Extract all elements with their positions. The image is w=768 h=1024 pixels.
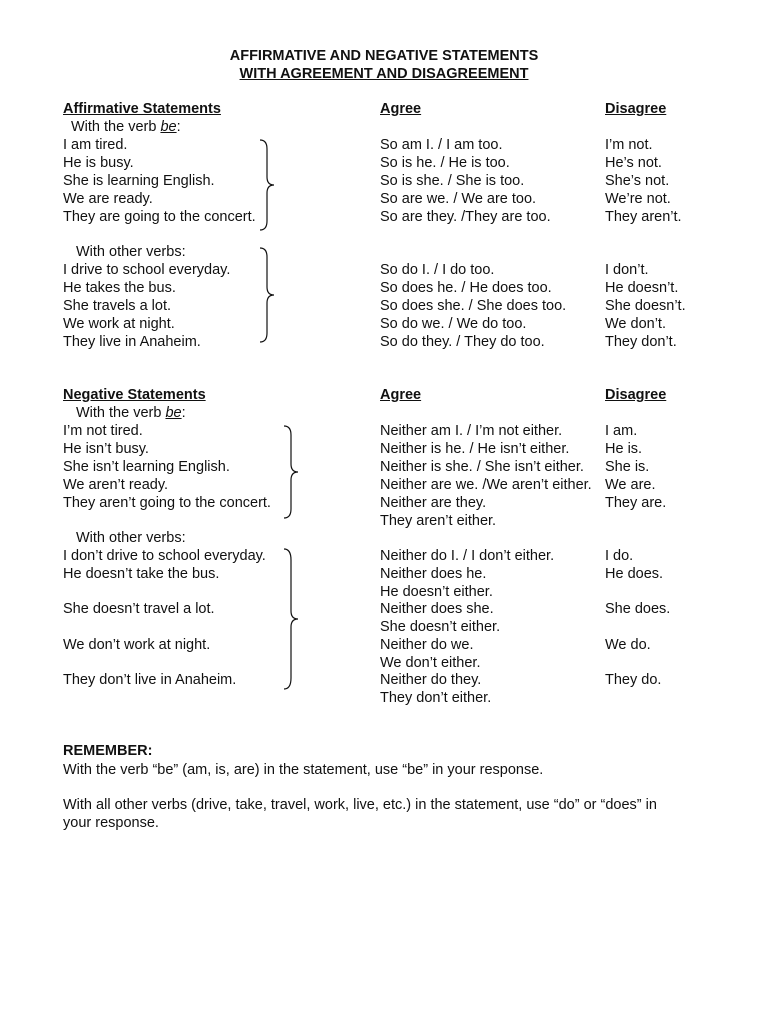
remember-heading: REMEMBER: bbox=[63, 743, 153, 759]
negative-other-agree: Neither do I. / I don’t either. bbox=[380, 548, 555, 564]
negative-be-statement: He isn’t busy. bbox=[63, 441, 149, 457]
negative-be-agree-continued: They aren’t either. bbox=[380, 513, 497, 529]
affirmative-be-disagree: She’s not. bbox=[605, 173, 670, 189]
affirmative-other-disagree: He doesn’t. bbox=[605, 280, 679, 296]
negative-heading: Negative Statements bbox=[63, 387, 206, 403]
negative-other-agree: Neither does he. bbox=[380, 566, 487, 582]
affirmative-be-disagree: I’m not. bbox=[605, 137, 653, 153]
affirmative-be-disagree: We’re not. bbox=[605, 191, 671, 207]
affirmative-be-agree: So is she. / She is too. bbox=[380, 173, 525, 189]
negative-other-brace bbox=[282, 548, 302, 690]
label-suffix: : bbox=[176, 119, 181, 135]
negative-be-disagree: They are. bbox=[605, 495, 667, 511]
negative-be-disagree: He is. bbox=[605, 441, 643, 457]
negative-other-agree-continued: They don’t either. bbox=[380, 690, 492, 706]
label-prefix: With the verb bbox=[76, 405, 166, 421]
affirmative-other-agree: So does she. / She does too. bbox=[380, 298, 567, 314]
negative-be-statement: I’m not tired. bbox=[63, 423, 143, 439]
affirmative-be-disagree: They aren’t. bbox=[605, 209, 682, 225]
negative-be-agree: Neither are they. bbox=[380, 495, 487, 511]
negative-other-disagree: We do. bbox=[605, 637, 651, 653]
affirmative-be-agree: So am I. / I am too. bbox=[380, 137, 503, 153]
affirmative-be-statement: We are ready. bbox=[63, 191, 153, 207]
negative-other-disagree: He does. bbox=[605, 566, 664, 582]
affirmative-other-agree: So do I. / I do too. bbox=[380, 262, 495, 278]
negative-other-statement: They don’t live in Anaheim. bbox=[63, 672, 237, 688]
affirmative-other-brace bbox=[258, 247, 278, 343]
label-verb: be bbox=[165, 405, 182, 421]
affirmative-other-disagree: I don’t. bbox=[605, 262, 649, 278]
negative-be-statement: We aren’t ready. bbox=[63, 477, 169, 493]
label-verb: be bbox=[160, 119, 177, 135]
affirmative-be-disagree: He’s not. bbox=[605, 155, 662, 171]
affirmative-other-label: With other verbs: bbox=[76, 244, 186, 260]
negative-other-label: With other verbs: bbox=[76, 530, 186, 546]
negative-be-agree: Neither is he. / He isn’t either. bbox=[380, 441, 570, 457]
negative-other-statement: He doesn’t take the bus. bbox=[63, 566, 220, 582]
negative-other-agree-continued: We don’t either. bbox=[380, 655, 481, 671]
affirmative-other-statement: We work at night. bbox=[63, 316, 175, 332]
affirmative-be-statement: I am tired. bbox=[63, 137, 128, 153]
affirmative-be-brace bbox=[258, 139, 278, 231]
negative-be-agree: Neither are we. /We aren’t either. bbox=[380, 477, 592, 493]
affirmative-be-statement: He is busy. bbox=[63, 155, 134, 171]
negative-other-agree: Neither do we. bbox=[380, 637, 474, 653]
negative-be-disagree: We are. bbox=[605, 477, 656, 493]
affirmative-be-label bbox=[71, 118, 181, 136]
affirmative-other-disagree: She doesn’t. bbox=[605, 298, 686, 314]
negative-be-statement: They aren’t going to the concert. bbox=[63, 495, 271, 511]
affirmative-be-statement: She is learning English. bbox=[63, 173, 215, 189]
negative-other-statement: I don’t drive to school everyday. bbox=[63, 548, 266, 564]
affirmative-other-agree: So do they. / They do too. bbox=[380, 334, 545, 350]
negative-agree-heading: Agree bbox=[380, 387, 422, 403]
affirmative-other-statement: I drive to school everyday. bbox=[63, 262, 231, 278]
remember-do-rule: With all other verbs (drive, take, travel, work, live, etc.) in the statement, use “do” or “does” in bbox=[63, 797, 657, 813]
negative-be-brace bbox=[282, 425, 302, 519]
affirmative-heading: Affirmative Statements bbox=[63, 101, 221, 117]
negative-other-agree: Neither does she. bbox=[380, 601, 494, 617]
document-title-line-2: WITH AGREEMENT AND DISAGREEMENT bbox=[239, 66, 529, 82]
negative-other-statement: She doesn’t travel a lot. bbox=[63, 601, 215, 617]
negative-other-disagree: She does. bbox=[605, 601, 671, 617]
negative-other-statement: We don’t work at night. bbox=[63, 637, 211, 653]
affirmative-disagree-heading: Disagree bbox=[605, 101, 667, 117]
affirmative-other-statement: He takes the bus. bbox=[63, 280, 176, 296]
negative-other-agree-continued: She doesn’t either. bbox=[380, 619, 501, 635]
label-suffix: : bbox=[181, 405, 186, 421]
remember-do-rule-continued: your response. bbox=[63, 815, 159, 831]
negative-be-statement: She isn’t learning English. bbox=[63, 459, 230, 475]
document-title-line-1: AFFIRMATIVE AND NEGATIVE STATEMENTS bbox=[229, 48, 539, 64]
negative-other-agree: Neither do they. bbox=[380, 672, 482, 688]
negative-be-agree: Neither is she. / She isn’t either. bbox=[380, 459, 584, 475]
affirmative-other-disagree: They don’t. bbox=[605, 334, 677, 350]
affirmative-be-statement: They are going to the concert. bbox=[63, 209, 256, 225]
affirmative-be-agree: So are they. /They are too. bbox=[380, 209, 551, 225]
remember-be-rule: With the verb “be” (am, is, are) in the statement, use “be” in your response. bbox=[63, 762, 544, 778]
label-prefix: With the verb bbox=[71, 119, 161, 135]
negative-disagree-heading: Disagree bbox=[605, 387, 667, 403]
affirmative-other-disagree: We don’t. bbox=[605, 316, 666, 332]
affirmative-be-agree: So are we. / We are too. bbox=[380, 191, 537, 207]
affirmative-other-agree: So do we. / We do too. bbox=[380, 316, 527, 332]
affirmative-other-statement: She travels a lot. bbox=[63, 298, 171, 314]
negative-other-disagree: They do. bbox=[605, 672, 662, 688]
negative-be-disagree: I am. bbox=[605, 423, 638, 439]
affirmative-other-statement: They live in Anaheim. bbox=[63, 334, 201, 350]
affirmative-agree-heading: Agree bbox=[380, 101, 422, 117]
negative-be-agree: Neither am I. / I’m not either. bbox=[380, 423, 563, 439]
negative-other-agree-continued: He doesn’t either. bbox=[380, 584, 493, 600]
negative-be-disagree: She is. bbox=[605, 459, 650, 475]
negative-other-disagree: I do. bbox=[605, 548, 634, 564]
affirmative-other-agree: So does he. / He does too. bbox=[380, 280, 552, 296]
affirmative-be-agree: So is he. / He is too. bbox=[380, 155, 510, 171]
negative-be-label bbox=[76, 404, 186, 422]
